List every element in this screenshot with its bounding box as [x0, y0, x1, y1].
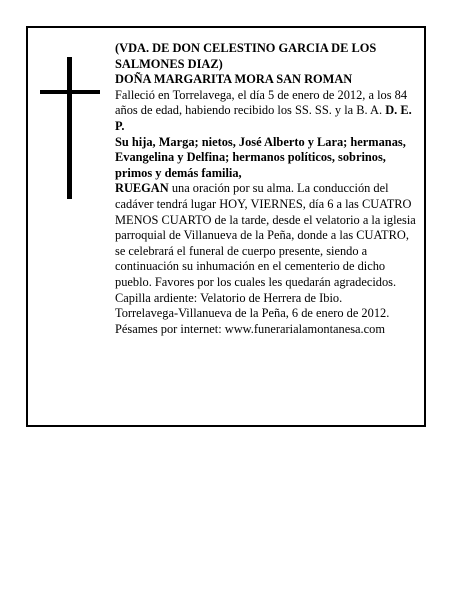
cross-vertical-bar [67, 57, 72, 199]
death-text: Falleció en Torrelavega, el día 5 de enero de 2012, a los 84 años de edad, habiendo recibido los SS. SS. y la B. A. [115, 87, 408, 118]
notice-text [115, 41, 421, 337]
ruegan-label: RUEGAN [115, 181, 169, 196]
ruegan-text: una oración por su alma. La conducción del cadáver tendrá lugar HOY, VIERNES, día 6 a las CUATRO MENOS CUARTO de la tarde, desde el velatorio a la iglesia parroquial de Villanueva de la Peña, donde a las CUATRO, se celebrará el funeral de cuerpo presente, siendo a continuación su inhumación en el cementerio de dicho pueblo. Favores por los cuales les quedarán agradecidos. Capilla ardiente: Velatorio de Herrera de Ibio. [115, 181, 416, 305]
condolences-text: Pésames por internet: www.funerarialamontanesa.com [115, 321, 385, 336]
obituary-notice [26, 26, 426, 427]
death-paragraph [115, 88, 421, 135]
deceased-name: DOÑA MARGARITA MORA SAN ROMAN [115, 72, 353, 87]
cross-horizontal-bar [40, 90, 100, 94]
widow-line: (VDA. DE DON CELESTINO GARCIA DE LOS SALMONES DIAZ) [115, 41, 377, 71]
rip-text: D. E. P. [115, 103, 412, 133]
family-text: Su hija, Marga; nietos, José Alberto y Lara; hermanas, Evangelina y Delfina; hermanos políticos, sobrinos, primos y demás familia, [115, 134, 406, 180]
ruegan-paragraph [115, 181, 421, 306]
cross-icon [40, 57, 100, 199]
place-date: Torrelavega-Villanueva de la Peña, 6 de enero de 2012. [115, 306, 390, 321]
